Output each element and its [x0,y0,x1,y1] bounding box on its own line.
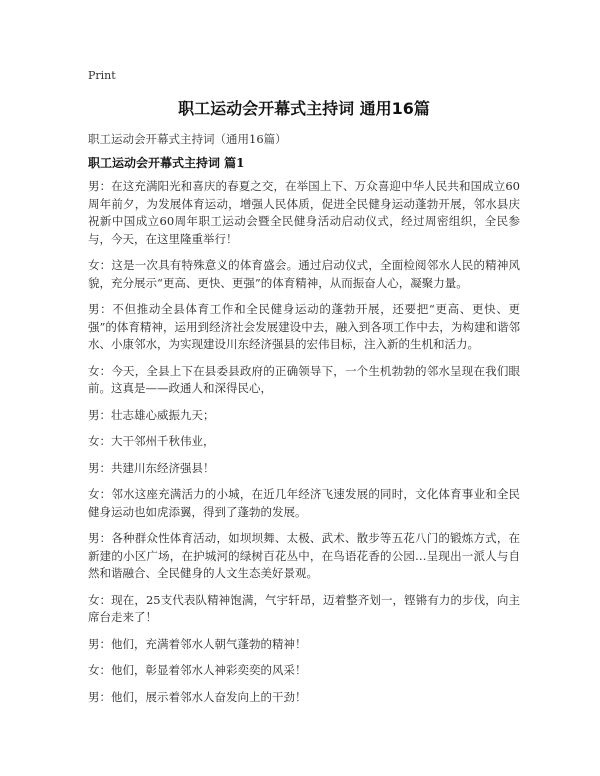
paragraph: 男：壮志雄心威振九天； [88,407,215,422]
paragraph: 男：不但推动全县体育工作和全民健身运动的蓬勃开展，还要把“更高、更快、更强”的体育精神，运用到经济社会发展建设中去，融入到各项工作中去，为构建和谐邻水、小康邻水，为实现建设川东经济强县的宏伟目标，注入新的生机和活力。 [88,302,520,351]
paragraph: 女：今天，全县上下在县委县政府的正确领导下，一个生机勃勃的邻水呈现在我们眼前。这真是——政通人和深得民心， [88,363,520,395]
paragraph: 女：这是一次具有特殊意义的体育盛会。通过启动仪式，全面检阅邻水人民的精神风貌，充分展示“更高、更快、更强”的体育精神，从而振奋人心，凝聚力量。 [88,258,520,290]
section-heading: 职工运动会开幕式主持词 篇1 [88,156,245,170]
paragraph: 男：各种群众性体育活动，如坝坝舞、太极、武术、散步等五花八门的锻炼方式，在新建的小区广场，在护城河的绿树百花丛中，在鸟语花香的公园…呈现出一派人与自然和谐融合、全民健身的人文生态美好景观。 [88,531,520,580]
paragraph: 女：他们，彰显着邻水人神彩奕奕的风采！ [88,663,307,677]
page-title: 职工运动会开幕式主持词 通用16篇 [178,99,430,118]
document-subtitle: 职工运动会开幕式主持词（通用16篇） [88,132,287,146]
paragraph: 女：现在，25支代表队精神饱满，气宇轩昂，迈着整齐划一，铿锵有力的步伐，向主席台走来了！ [88,592,520,624]
paragraph: 男：在这充满阳光和喜庆的春夏之交，在举国上下、万众喜迎中华人民共和国成立60周年前夕，为发展体育运动，增强人民体质，促进全民健身运动蓬勃开展，邻水县庆祝新中国成立60周年职工运动会暨全民健身活动启动仪式，经过周密组织，全民参与，今天，在这里隆重举行！ [88,179,520,246]
document-body [88,178,520,706]
paragraph: 女：大干邻州千秋伟业， [88,434,215,448]
paragraph: 男：他们，充满着邻水人朝气蓬勃的精神！ [88,636,307,651]
paragraph: 男：共建川东经济强县！ [88,460,215,475]
print-link[interactable]: Print [88,69,116,82]
paragraph: 男：他们，展示着邻水人奋发向上的干劲！ [88,689,307,704]
document-page [88,68,520,715]
paragraph: 女：邻水这座充满活力的小城，在近几年经济飞速发展的同时，文化体育事业和全民健身运动也如虎添翼，得到了蓬勃的发展。 [88,487,520,519]
